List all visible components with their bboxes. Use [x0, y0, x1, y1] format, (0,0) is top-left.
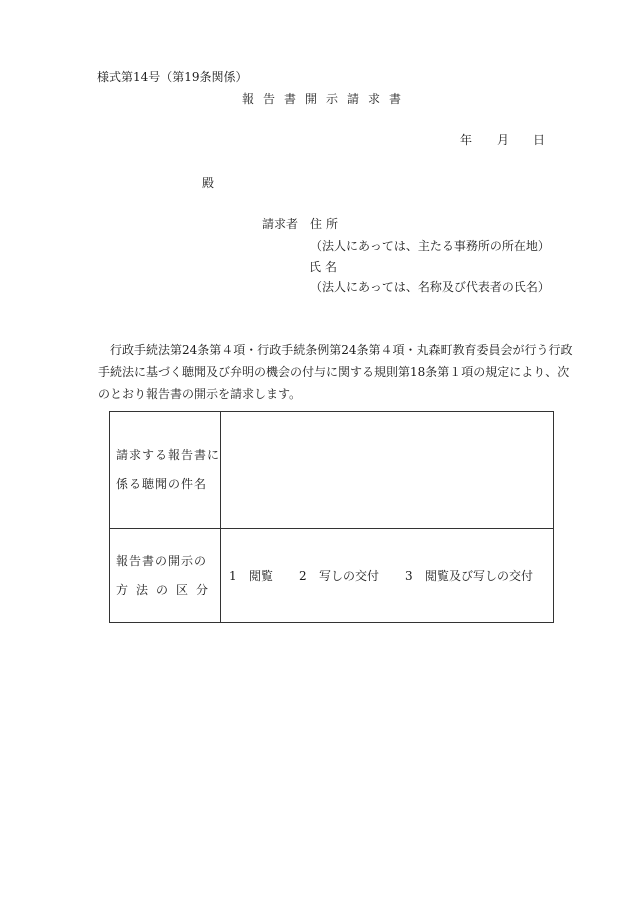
name-note: （法人にあっては、名称及び代表者の氏名）: [310, 280, 550, 294]
request-statement: [98, 339, 578, 405]
subject-label-line1: 請求する報告書に: [116, 448, 221, 462]
name-label: 氏名: [309, 260, 342, 274]
method-option-3-label: 閲覧及び写しの交付: [425, 569, 534, 583]
address-label: 住所: [310, 217, 343, 231]
requester-label: 請求者: [262, 217, 299, 231]
method-row: [110, 529, 554, 623]
subject-label-line2: 係る聴聞の件名: [116, 477, 208, 491]
method-option-3-number: 3: [405, 569, 413, 583]
form-number: 様式第14号（第19条関係）: [97, 70, 248, 84]
request-details-table: [109, 411, 554, 623]
method-label-line1: 報告書の開示の: [116, 553, 208, 568]
method-option-1-number: 1: [229, 569, 237, 583]
method-option-2-label: 写しの交付: [319, 569, 380, 583]
subject-row: [110, 412, 554, 529]
date-year-label: 年: [460, 133, 473, 147]
document-title: 報告書開示請求書: [242, 92, 411, 106]
method-option-2-number: 2: [299, 569, 307, 583]
method-option-1-label: 閲覧: [249, 569, 274, 583]
method-option-2[interactable]: [299, 567, 379, 584]
method-label-cell: [110, 529, 221, 623]
date-day-label: 日: [533, 133, 546, 147]
subject-value-cell[interactable]: [221, 412, 554, 529]
subject-label-cell: [110, 412, 221, 529]
method-options-cell: [221, 529, 554, 623]
addressee-suffix: 殿: [202, 176, 215, 190]
date-month-label: 月: [497, 133, 510, 147]
address-note: （法人にあっては、主たる事務所の所在地）: [310, 239, 550, 253]
statement-paragraph: 行政手続法第24条第４項・行政手続条例第24条第４項・丸森町教育委員会が行う行政手続法に基づく聴聞及び弁明の機会の付与に関する規則第18条第１項の規定により、次のとおり報告書の開示を請求します。: [98, 343, 573, 401]
method-option-3[interactable]: [405, 567, 533, 584]
method-option-1[interactable]: [229, 567, 273, 584]
method-label-line2: 方法の区分: [116, 582, 217, 597]
